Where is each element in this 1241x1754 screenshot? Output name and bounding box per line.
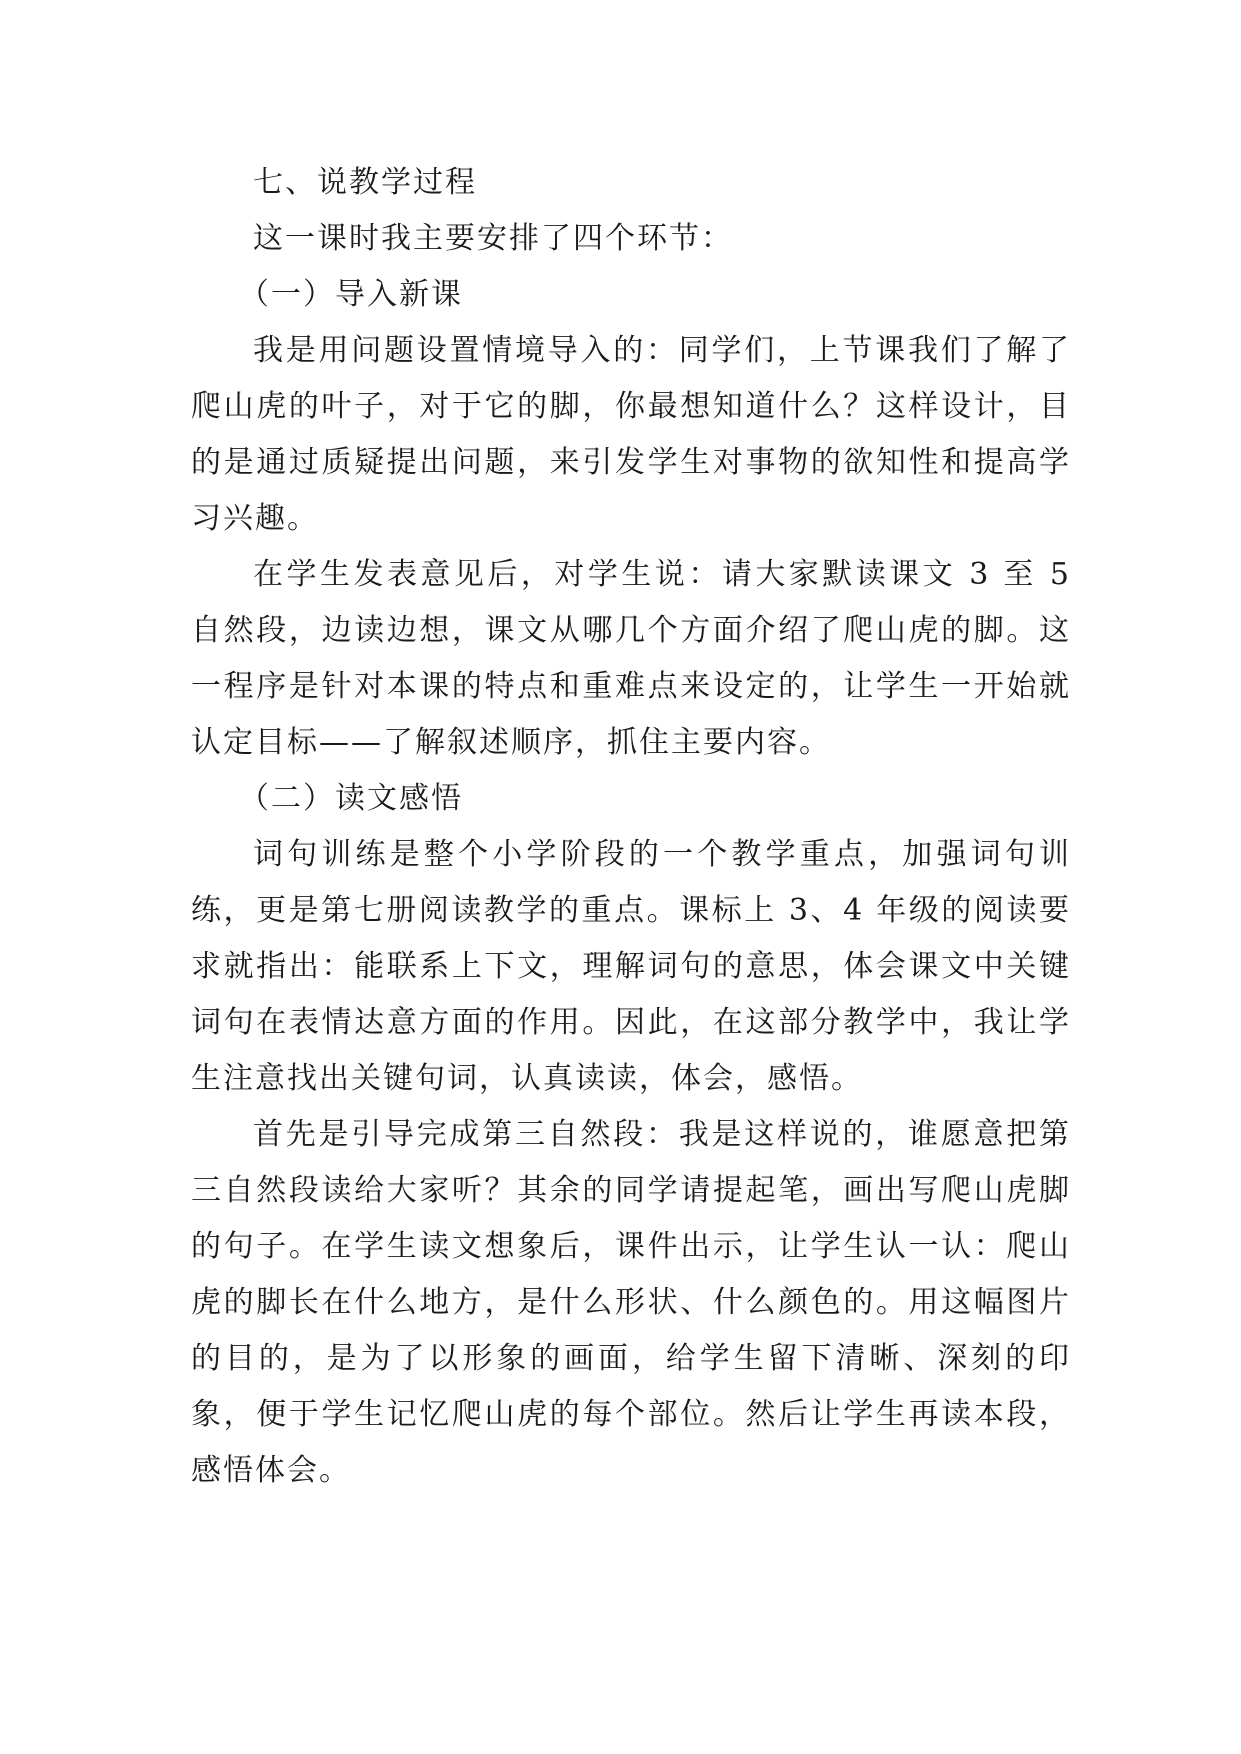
paragraph-word-training: 词句训练是整个小学阶段的一个教学重点，加强词句训练，更是第七册阅读教学的重点。课标上 3、4 年级的阅读要求就指出：能联系上下文，理解词句的意思，体会课文中关键词句在表情达意方面的作用。因此，在这部分教学中，我让学生注意找出关键句词，认真读读，体会，感悟。 bbox=[191, 837, 1071, 1096]
subheading-reading: （二）读文感悟 bbox=[239, 781, 463, 816]
intro-paragraph: 这一课时我主要安排了四个环节： bbox=[253, 221, 733, 256]
paragraph-import-question: 我是用问题设置情境导入的：同学们，上节课我们了解了爬山虎的叶子，对于它的脚，你最想知道什么？这样设计，目的是通过质疑提出问题，来引发学生对事物的欲知性和提高学习兴趣。 bbox=[191, 333, 1071, 536]
paragraph-silent-reading: 在学生发表意见后，对学生说：请大家默读课文 3 至 5 自然段，边读边想，课文从哪几个方面介绍了爬山虎的脚。这一程序是针对本课的特点和重难点来设定的，让学生一开始就认定目标——了解叙述顺序，抓住主要内容。 bbox=[191, 557, 1071, 760]
section-title: 七、说教学过程 bbox=[253, 165, 477, 200]
document-body bbox=[191, 155, 1071, 1499]
subheading-import: （一）导入新课 bbox=[239, 277, 463, 312]
paragraph-third-section: 首先是引导完成第三自然段：我是这样说的，谁愿意把第三自然段读给大家听？其余的同学请提起笔，画出写爬山虎脚的句子。在学生读文想象后，课件出示，让学生认一认：爬山虎的脚长在什么地方，是什么形状、什么颜色的。用这幅图片的目的，是为了以形象的画面，给学生留下清晰、深刻的印象，便于学生记忆爬山虎的每个部位。然后让学生再读本段，感悟体会。 bbox=[191, 1117, 1071, 1488]
